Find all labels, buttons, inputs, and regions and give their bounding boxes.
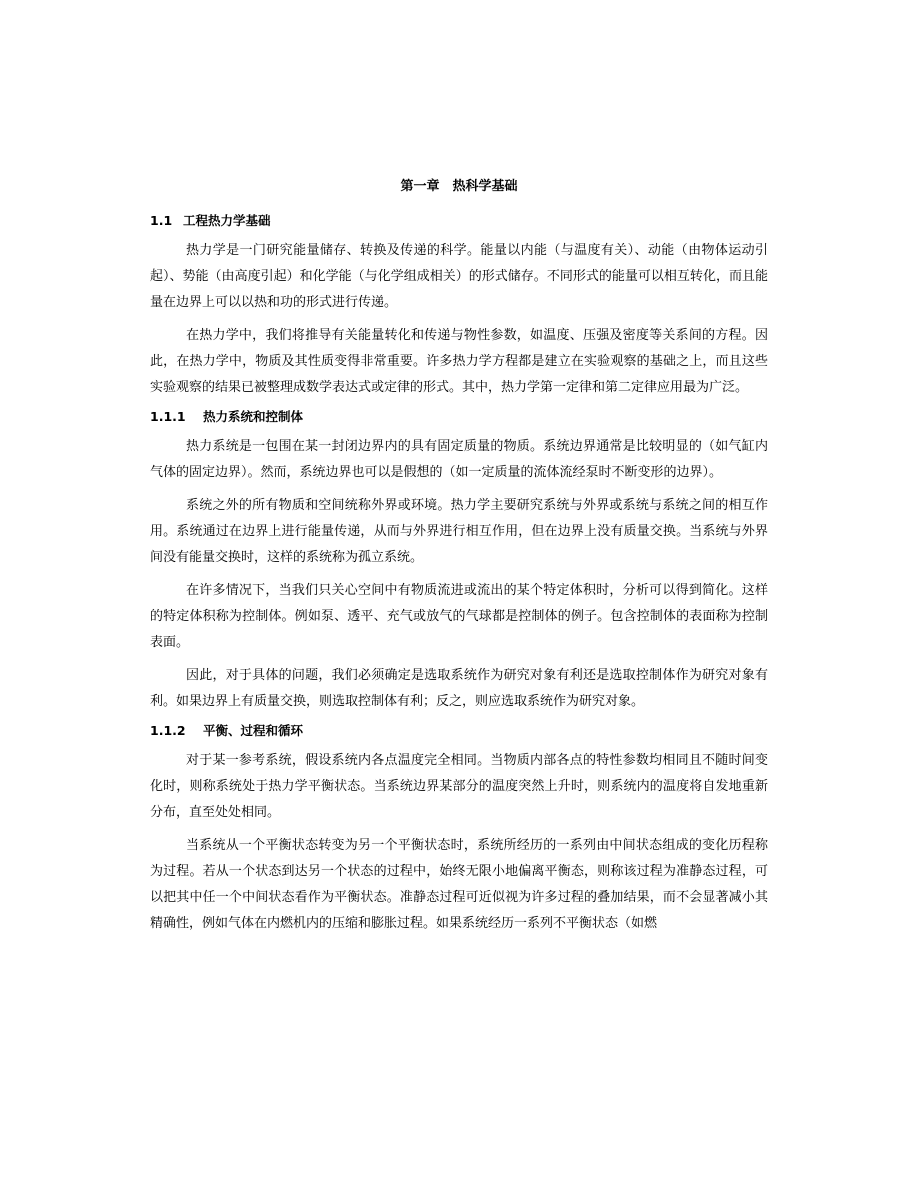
paragraph: 在热力学中，我们将推导有关能量转化和传递与物性参数，如温度、压强及密度等关系间的方程。因此，在热力学中，物质及其性质变得非常重要。许多热力学方程都是建立在实验观察的基础之上，而且这些实验观察的结果已被整理成数学表达式或定律的形式。其中，热力学第一定律和第二定律应用最为广泛。 bbox=[150, 328, 768, 395]
section-number: 1.1.1 bbox=[150, 409, 186, 424]
paragraph: 热力系统是一包围在某一封闭边界内的具有固定质量的物质。系统边界通常是比较明显的（如气缸内气体的固定边界）。然而，系统边界也可以是假想的（如一定质量的流体流经泵时不断变形的边界）。 bbox=[150, 439, 768, 480]
document-page bbox=[150, 178, 768, 944]
section-heading-1-1-2 bbox=[150, 722, 768, 740]
paragraph: 对于某一参考系统，假设系统内各点温度完全相同。当物质内部各点的特性参数均相同且不随时间变化时，则称系统处于热力学平衡状态。当系统边界某部分的温度突然上升时，则系统内的温度将自发地重新分布，直至处处相同。 bbox=[150, 753, 768, 820]
section-number: 1.1.2 bbox=[150, 723, 186, 738]
paragraph: 当系统从一个平衡状态转变为另一个平衡状态时，系统所经历的一系列由中间状态组成的变化历程称为过程。若从一个状态到达另一个状态的过程中，始终无限小地偏离平衡态，则称该过程为准静态过程，可以把其中任一个中间状态看作为平衡状态。准静态过程可近似视为许多过程的叠加结果，而不会显著减小其精确性，例如气体在内燃机内的压缩和膨胀过程。如果系统经历一系列不平衡状态（如燃 bbox=[150, 838, 768, 931]
section-title: 热力系统和控制体 bbox=[203, 409, 304, 424]
section-heading-1-1-1 bbox=[150, 408, 768, 426]
paragraph: 系统之外的所有物质和空间统称外界或环境。热力学主要研究系统与外界或系统与系统之间的相互作用。系统通过在边界上进行能量传递，从而与外界进行相互作用，但在边界上没有质量交换。当系统与外界间没有能量交换时，这样的系统称为孤立系统。 bbox=[150, 498, 768, 565]
section-title: 平衡、过程和循环 bbox=[203, 723, 304, 738]
chapter-title: 第一章 热科学基础 bbox=[400, 179, 518, 194]
paragraph: 在许多情况下，当我们只关心空间中有物质流进或流出的某个特定体积时，分析可以得到简化。这样的特定体积称为控制体。例如泵、透平、充气或放气的气球都是控制体的例子。包含控制体的表面称为控制表面。 bbox=[150, 583, 768, 650]
section-title: 工程热力学基础 bbox=[183, 213, 271, 228]
section-heading-1-1 bbox=[150, 212, 768, 230]
paragraph: 热力学是一门研究能量储存、转换及传递的科学。能量以内能（与温度有关）、动能（由物体运动引起）、势能（由高度引起）和化学能（与化学组成相关）的形式储存。不同形式的能量可以相互转化，而且能量在边界上可以以热和功的形式进行传递。 bbox=[150, 243, 768, 310]
paragraph: 因此，对于具体的问题，我们必须确定是选取系统作为研究对象有利还是选取控制体作为研究对象有利。如果边界上有质量交换，则选取控制体有利；反之，则应选取系统作为研究对象。 bbox=[150, 668, 768, 709]
section-number: 1.1 bbox=[150, 213, 173, 228]
